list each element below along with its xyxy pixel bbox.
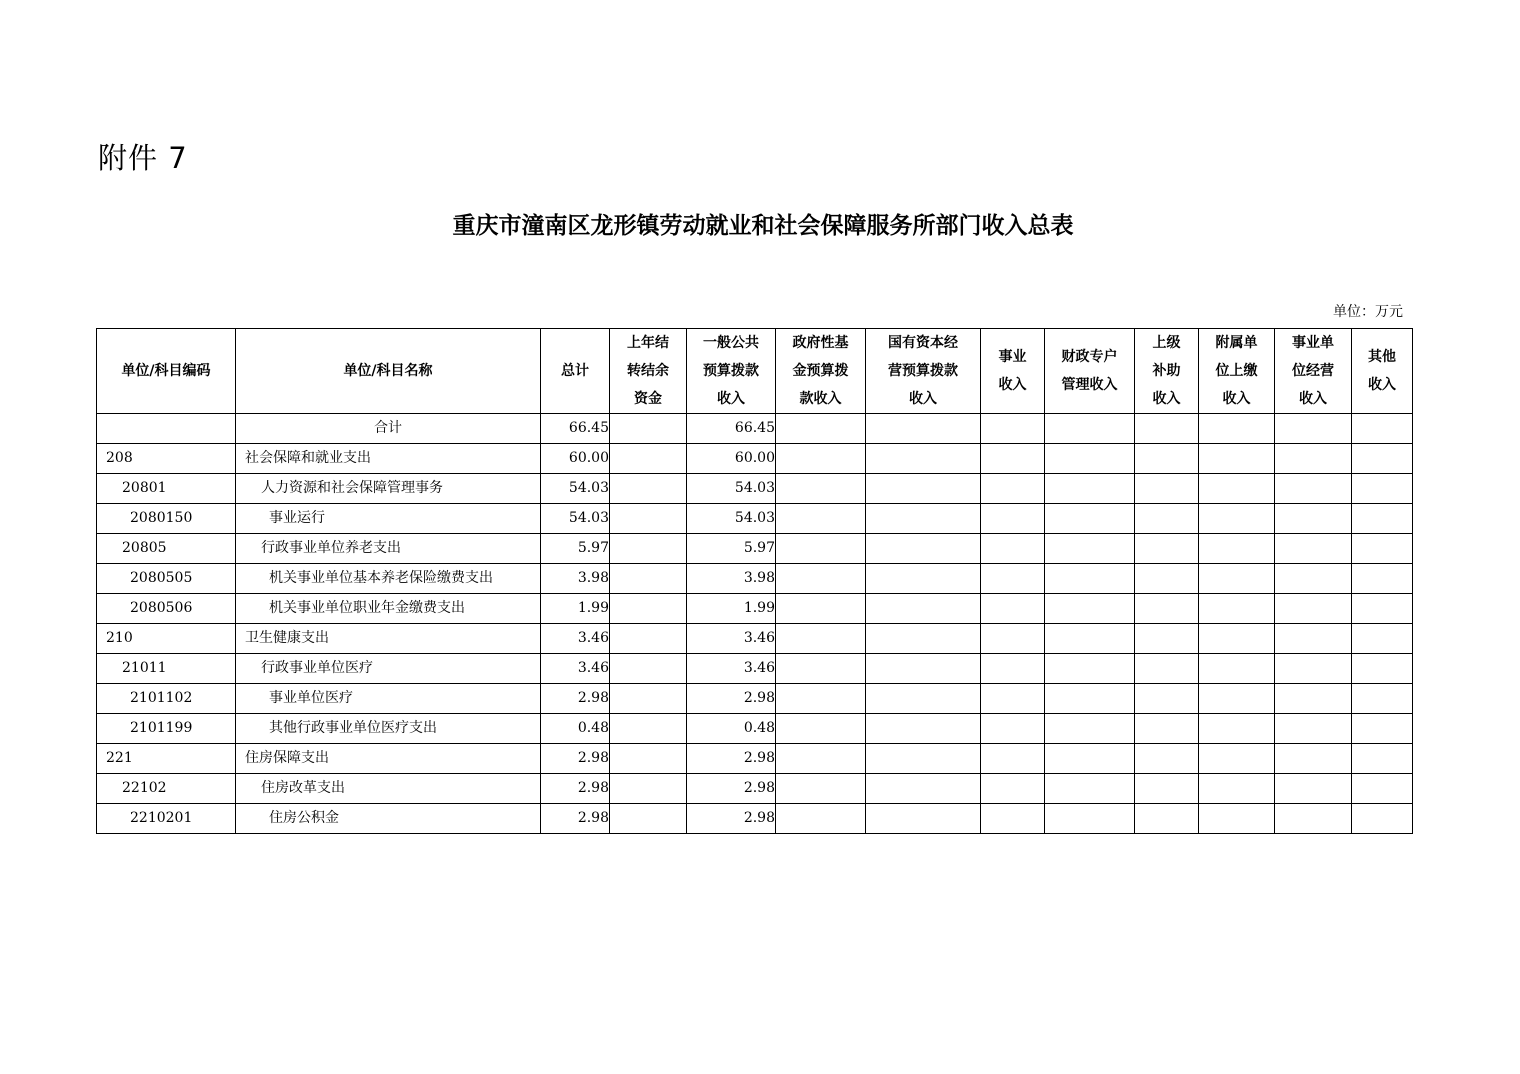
- cell-name: 机关事业单位职业年金缴费支出: [236, 594, 541, 624]
- column-header-line: 其他: [1368, 349, 1396, 365]
- cell-other: [1352, 594, 1413, 624]
- column-header-business-income: [981, 329, 1045, 414]
- cell-code: 208: [97, 444, 236, 474]
- cell-carryover: [610, 714, 687, 744]
- column-header-line: 单位/科目编码: [121, 363, 211, 379]
- column-header-line: 营预算拨款: [888, 363, 958, 379]
- cell-other: [1352, 534, 1413, 564]
- cell-general-budget: 54.03: [687, 504, 776, 534]
- cell-fiscal-special: [1045, 714, 1135, 744]
- table-row: [97, 564, 1413, 594]
- income-summary-table: [96, 328, 1413, 834]
- cell-general-budget: 60.00: [687, 444, 776, 474]
- table-row: [97, 804, 1413, 834]
- cell-affiliated: [1199, 564, 1275, 594]
- column-header-total: [541, 329, 610, 414]
- cell-name: 其他行政事业单位医疗支出: [236, 714, 541, 744]
- cell-general-budget: 0.48: [687, 714, 776, 744]
- table-row: [97, 714, 1413, 744]
- cell-operating: [1275, 804, 1352, 834]
- column-header-line: 收入: [1222, 391, 1251, 407]
- cell-name: 事业单位医疗: [236, 684, 541, 714]
- cell-operating: [1275, 684, 1352, 714]
- cell-code: 22102: [97, 774, 236, 804]
- cell-general-budget: 2.98: [687, 684, 776, 714]
- column-header-line: 单位/科目名称: [343, 363, 433, 379]
- cell-operating: [1275, 534, 1352, 564]
- cell-code: 2101199: [97, 714, 236, 744]
- cell-total: 3.98: [541, 564, 610, 594]
- cell-general-budget: 54.03: [687, 474, 776, 504]
- cell-superior-subsidy: [1135, 624, 1199, 654]
- cell-general-budget: 2.98: [687, 774, 776, 804]
- cell-name: 社会保障和就业支出: [236, 444, 541, 474]
- cell-state-capital: [866, 534, 981, 564]
- cell-general-budget: 5.97: [687, 534, 776, 564]
- cell-carryover: [610, 654, 687, 684]
- cell-carryover: [610, 564, 687, 594]
- column-header-name: [236, 329, 541, 414]
- column-header-gov-fund: [776, 329, 866, 414]
- cell-name: 合计: [236, 414, 541, 444]
- cell-business-income: [981, 594, 1045, 624]
- table-row: [97, 594, 1413, 624]
- cell-gov-fund: [776, 534, 866, 564]
- cell-business-income: [981, 504, 1045, 534]
- column-header-general-budget: [687, 329, 776, 414]
- cell-superior-subsidy: [1135, 564, 1199, 594]
- column-header-line: 上级: [1152, 335, 1181, 351]
- column-header-line: 附属单: [1215, 335, 1258, 351]
- cell-other: [1352, 474, 1413, 504]
- cell-business-income: [981, 684, 1045, 714]
- column-header-superior-subsidy: [1135, 329, 1199, 414]
- cell-other: [1352, 774, 1413, 804]
- cell-state-capital: [866, 504, 981, 534]
- cell-total: 54.03: [541, 504, 610, 534]
- cell-fiscal-special: [1045, 474, 1135, 504]
- cell-gov-fund: [776, 444, 866, 474]
- cell-carryover: [610, 624, 687, 654]
- unit-label: 单位：万元: [1333, 304, 1403, 320]
- column-header-line: 管理收入: [1061, 377, 1118, 393]
- column-header-line: 事业单: [1292, 335, 1334, 351]
- cell-affiliated: [1199, 474, 1275, 504]
- cell-superior-subsidy: [1135, 594, 1199, 624]
- cell-code: 2210201: [97, 804, 236, 834]
- column-header-line: 位经营: [1292, 363, 1334, 379]
- column-header-line: 补助: [1152, 363, 1181, 379]
- cell-superior-subsidy: [1135, 654, 1199, 684]
- cell-state-capital: [866, 624, 981, 654]
- cell-superior-subsidy: [1135, 714, 1199, 744]
- cell-name: 卫生健康支出: [236, 624, 541, 654]
- cell-state-capital: [866, 474, 981, 504]
- table-row: [97, 444, 1413, 474]
- cell-state-capital: [866, 744, 981, 774]
- cell-total: 1.99: [541, 594, 610, 624]
- table-header: [97, 329, 1413, 414]
- cell-superior-subsidy: [1135, 534, 1199, 564]
- cell-total: 66.45: [541, 414, 610, 444]
- cell-state-capital: [866, 804, 981, 834]
- cell-superior-subsidy: [1135, 744, 1199, 774]
- cell-fiscal-special: [1045, 414, 1135, 444]
- cell-business-income: [981, 654, 1045, 684]
- cell-total: 3.46: [541, 624, 610, 654]
- column-header-line: 收入: [998, 377, 1027, 393]
- cell-fiscal-special: [1045, 744, 1135, 774]
- cell-affiliated: [1199, 654, 1275, 684]
- cell-gov-fund: [776, 414, 866, 444]
- column-header-line: 金预算拨: [792, 363, 849, 379]
- cell-name: 人力资源和社会保障管理事务: [236, 474, 541, 504]
- column-header-operating: [1275, 329, 1352, 414]
- header-row: [97, 329, 1413, 414]
- column-header-line: 转结余: [627, 363, 669, 379]
- cell-carryover: [610, 804, 687, 834]
- column-header-line: 政府性基: [792, 335, 849, 351]
- cell-superior-subsidy: [1135, 774, 1199, 804]
- table-row: [97, 774, 1413, 804]
- cell-gov-fund: [776, 684, 866, 714]
- cell-fiscal-special: [1045, 504, 1135, 534]
- cell-affiliated: [1199, 444, 1275, 474]
- cell-fiscal-special: [1045, 534, 1135, 564]
- cell-general-budget: 2.98: [687, 804, 776, 834]
- cell-other: [1352, 504, 1413, 534]
- column-header-carryover: [610, 329, 687, 414]
- attachment-label: 附件 7: [98, 141, 188, 175]
- cell-state-capital: [866, 714, 981, 744]
- cell-name: 住房保障支出: [236, 744, 541, 774]
- cell-fiscal-special: [1045, 684, 1135, 714]
- cell-affiliated: [1199, 804, 1275, 834]
- cell-state-capital: [866, 594, 981, 624]
- cell-name: 住房公积金: [236, 804, 541, 834]
- cell-operating: [1275, 504, 1352, 534]
- cell-total: 60.00: [541, 444, 610, 474]
- cell-affiliated: [1199, 744, 1275, 774]
- column-header-line: 位上缴: [1215, 363, 1258, 379]
- cell-carryover: [610, 774, 687, 804]
- cell-superior-subsidy: [1135, 684, 1199, 714]
- cell-affiliated: [1199, 594, 1275, 624]
- cell-general-budget: 1.99: [687, 594, 776, 624]
- cell-general-budget: 2.98: [687, 744, 776, 774]
- cell-general-budget: 3.46: [687, 624, 776, 654]
- cell-operating: [1275, 714, 1352, 744]
- cell-name: 机关事业单位基本养老保险缴费支出: [236, 564, 541, 594]
- cell-total: 5.97: [541, 534, 610, 564]
- cell-operating: [1275, 744, 1352, 774]
- cell-operating: [1275, 564, 1352, 594]
- cell-gov-fund: [776, 474, 866, 504]
- cell-total: 2.98: [541, 774, 610, 804]
- cell-business-income: [981, 444, 1045, 474]
- column-header-line: 收入: [909, 391, 937, 407]
- cell-carryover: [610, 474, 687, 504]
- column-header-line: 收入: [1299, 391, 1327, 407]
- table-row: [97, 744, 1413, 774]
- cell-general-budget: 66.45: [687, 414, 776, 444]
- cell-code: 21011: [97, 654, 236, 684]
- cell-superior-subsidy: [1135, 804, 1199, 834]
- column-header-line: 一般公共: [703, 335, 759, 351]
- cell-operating: [1275, 594, 1352, 624]
- cell-total: 2.98: [541, 804, 610, 834]
- cell-gov-fund: [776, 774, 866, 804]
- column-header-affiliated: [1199, 329, 1275, 414]
- table-row: [97, 624, 1413, 654]
- cell-other: [1352, 654, 1413, 684]
- cell-operating: [1275, 654, 1352, 684]
- cell-business-income: [981, 714, 1045, 744]
- cell-fiscal-special: [1045, 624, 1135, 654]
- cell-superior-subsidy: [1135, 474, 1199, 504]
- cell-business-income: [981, 744, 1045, 774]
- cell-superior-subsidy: [1135, 444, 1199, 474]
- cell-superior-subsidy: [1135, 414, 1199, 444]
- column-header-line: 收入: [1368, 377, 1396, 393]
- cell-other: [1352, 684, 1413, 714]
- cell-code: 20805: [97, 534, 236, 564]
- cell-other: [1352, 714, 1413, 744]
- cell-code: [97, 414, 236, 444]
- cell-business-income: [981, 474, 1045, 504]
- cell-gov-fund: [776, 624, 866, 654]
- cell-operating: [1275, 624, 1352, 654]
- cell-affiliated: [1199, 504, 1275, 534]
- cell-code: 221: [97, 744, 236, 774]
- cell-fiscal-special: [1045, 564, 1135, 594]
- cell-gov-fund: [776, 804, 866, 834]
- cell-operating: [1275, 474, 1352, 504]
- cell-name: 行政事业单位养老支出: [236, 534, 541, 564]
- table-row: [97, 414, 1413, 444]
- cell-affiliated: [1199, 714, 1275, 744]
- cell-gov-fund: [776, 564, 866, 594]
- cell-other: [1352, 564, 1413, 594]
- cell-business-income: [981, 774, 1045, 804]
- cell-total: 0.48: [541, 714, 610, 744]
- cell-name: 行政事业单位医疗: [236, 654, 541, 684]
- table-row: [97, 684, 1413, 714]
- cell-carryover: [610, 534, 687, 564]
- cell-code: 2080505: [97, 564, 236, 594]
- cell-gov-fund: [776, 594, 866, 624]
- cell-carryover: [610, 414, 687, 444]
- table-row: [97, 534, 1413, 564]
- cell-gov-fund: [776, 744, 866, 774]
- cell-affiliated: [1199, 534, 1275, 564]
- cell-carryover: [610, 444, 687, 474]
- cell-business-income: [981, 804, 1045, 834]
- cell-code: 20801: [97, 474, 236, 504]
- cell-code: 210: [97, 624, 236, 654]
- column-header-line: 财政专户: [1061, 349, 1118, 365]
- cell-affiliated: [1199, 414, 1275, 444]
- column-header-line: 收入: [1152, 391, 1181, 407]
- column-header-fiscal-special: [1045, 329, 1135, 414]
- cell-carryover: [610, 594, 687, 624]
- column-header-line: 收入: [717, 391, 745, 407]
- cell-name: 住房改革支出: [236, 774, 541, 804]
- cell-total: 3.46: [541, 654, 610, 684]
- cell-gov-fund: [776, 504, 866, 534]
- page-title: 重庆市潼南区龙形镇劳动就业和社会保障服务所部门收入总表: [452, 213, 1074, 239]
- cell-fiscal-special: [1045, 654, 1135, 684]
- cell-business-income: [981, 534, 1045, 564]
- cell-code: 2080506: [97, 594, 236, 624]
- cell-affiliated: [1199, 624, 1275, 654]
- cell-fiscal-special: [1045, 594, 1135, 624]
- cell-affiliated: [1199, 774, 1275, 804]
- column-header-line: 上年结: [627, 335, 669, 351]
- cell-code: 2080150: [97, 504, 236, 534]
- cell-state-capital: [866, 564, 981, 594]
- table-row: [97, 474, 1413, 504]
- cell-business-income: [981, 414, 1045, 444]
- table-row: [97, 654, 1413, 684]
- cell-state-capital: [866, 414, 981, 444]
- cell-business-income: [981, 624, 1045, 654]
- cell-other: [1352, 744, 1413, 774]
- cell-gov-fund: [776, 654, 866, 684]
- cell-other: [1352, 624, 1413, 654]
- cell-carryover: [610, 684, 687, 714]
- column-header-line: 国有资本经: [888, 335, 958, 351]
- table-row: [97, 504, 1413, 534]
- cell-fiscal-special: [1045, 444, 1135, 474]
- cell-total: 2.98: [541, 744, 610, 774]
- column-header-line: 事业: [998, 349, 1027, 365]
- cell-fiscal-special: [1045, 774, 1135, 804]
- cell-other: [1352, 804, 1413, 834]
- cell-carryover: [610, 744, 687, 774]
- cell-business-income: [981, 564, 1045, 594]
- cell-operating: [1275, 774, 1352, 804]
- cell-affiliated: [1199, 684, 1275, 714]
- cell-carryover: [610, 504, 687, 534]
- column-header-line: 款收入: [799, 391, 842, 407]
- cell-general-budget: 3.46: [687, 654, 776, 684]
- cell-total: 54.03: [541, 474, 610, 504]
- cell-total: 2.98: [541, 684, 610, 714]
- cell-superior-subsidy: [1135, 504, 1199, 534]
- table-body: [97, 414, 1413, 834]
- column-header-state-capital: [866, 329, 981, 414]
- cell-other: [1352, 414, 1413, 444]
- cell-state-capital: [866, 444, 981, 474]
- column-header-line: 总计: [561, 363, 589, 379]
- cell-operating: [1275, 414, 1352, 444]
- cell-other: [1352, 444, 1413, 474]
- cell-general-budget: 3.98: [687, 564, 776, 594]
- cell-gov-fund: [776, 714, 866, 744]
- cell-fiscal-special: [1045, 804, 1135, 834]
- column-header-line: 预算拨款: [703, 363, 759, 379]
- cell-state-capital: [866, 774, 981, 804]
- cell-state-capital: [866, 684, 981, 714]
- cell-name: 事业运行: [236, 504, 541, 534]
- column-header-code: [97, 329, 236, 414]
- cell-code: 2101102: [97, 684, 236, 714]
- column-header-line: 资金: [634, 391, 662, 407]
- cell-operating: [1275, 444, 1352, 474]
- cell-state-capital: [866, 654, 981, 684]
- column-header-other: [1352, 329, 1413, 414]
